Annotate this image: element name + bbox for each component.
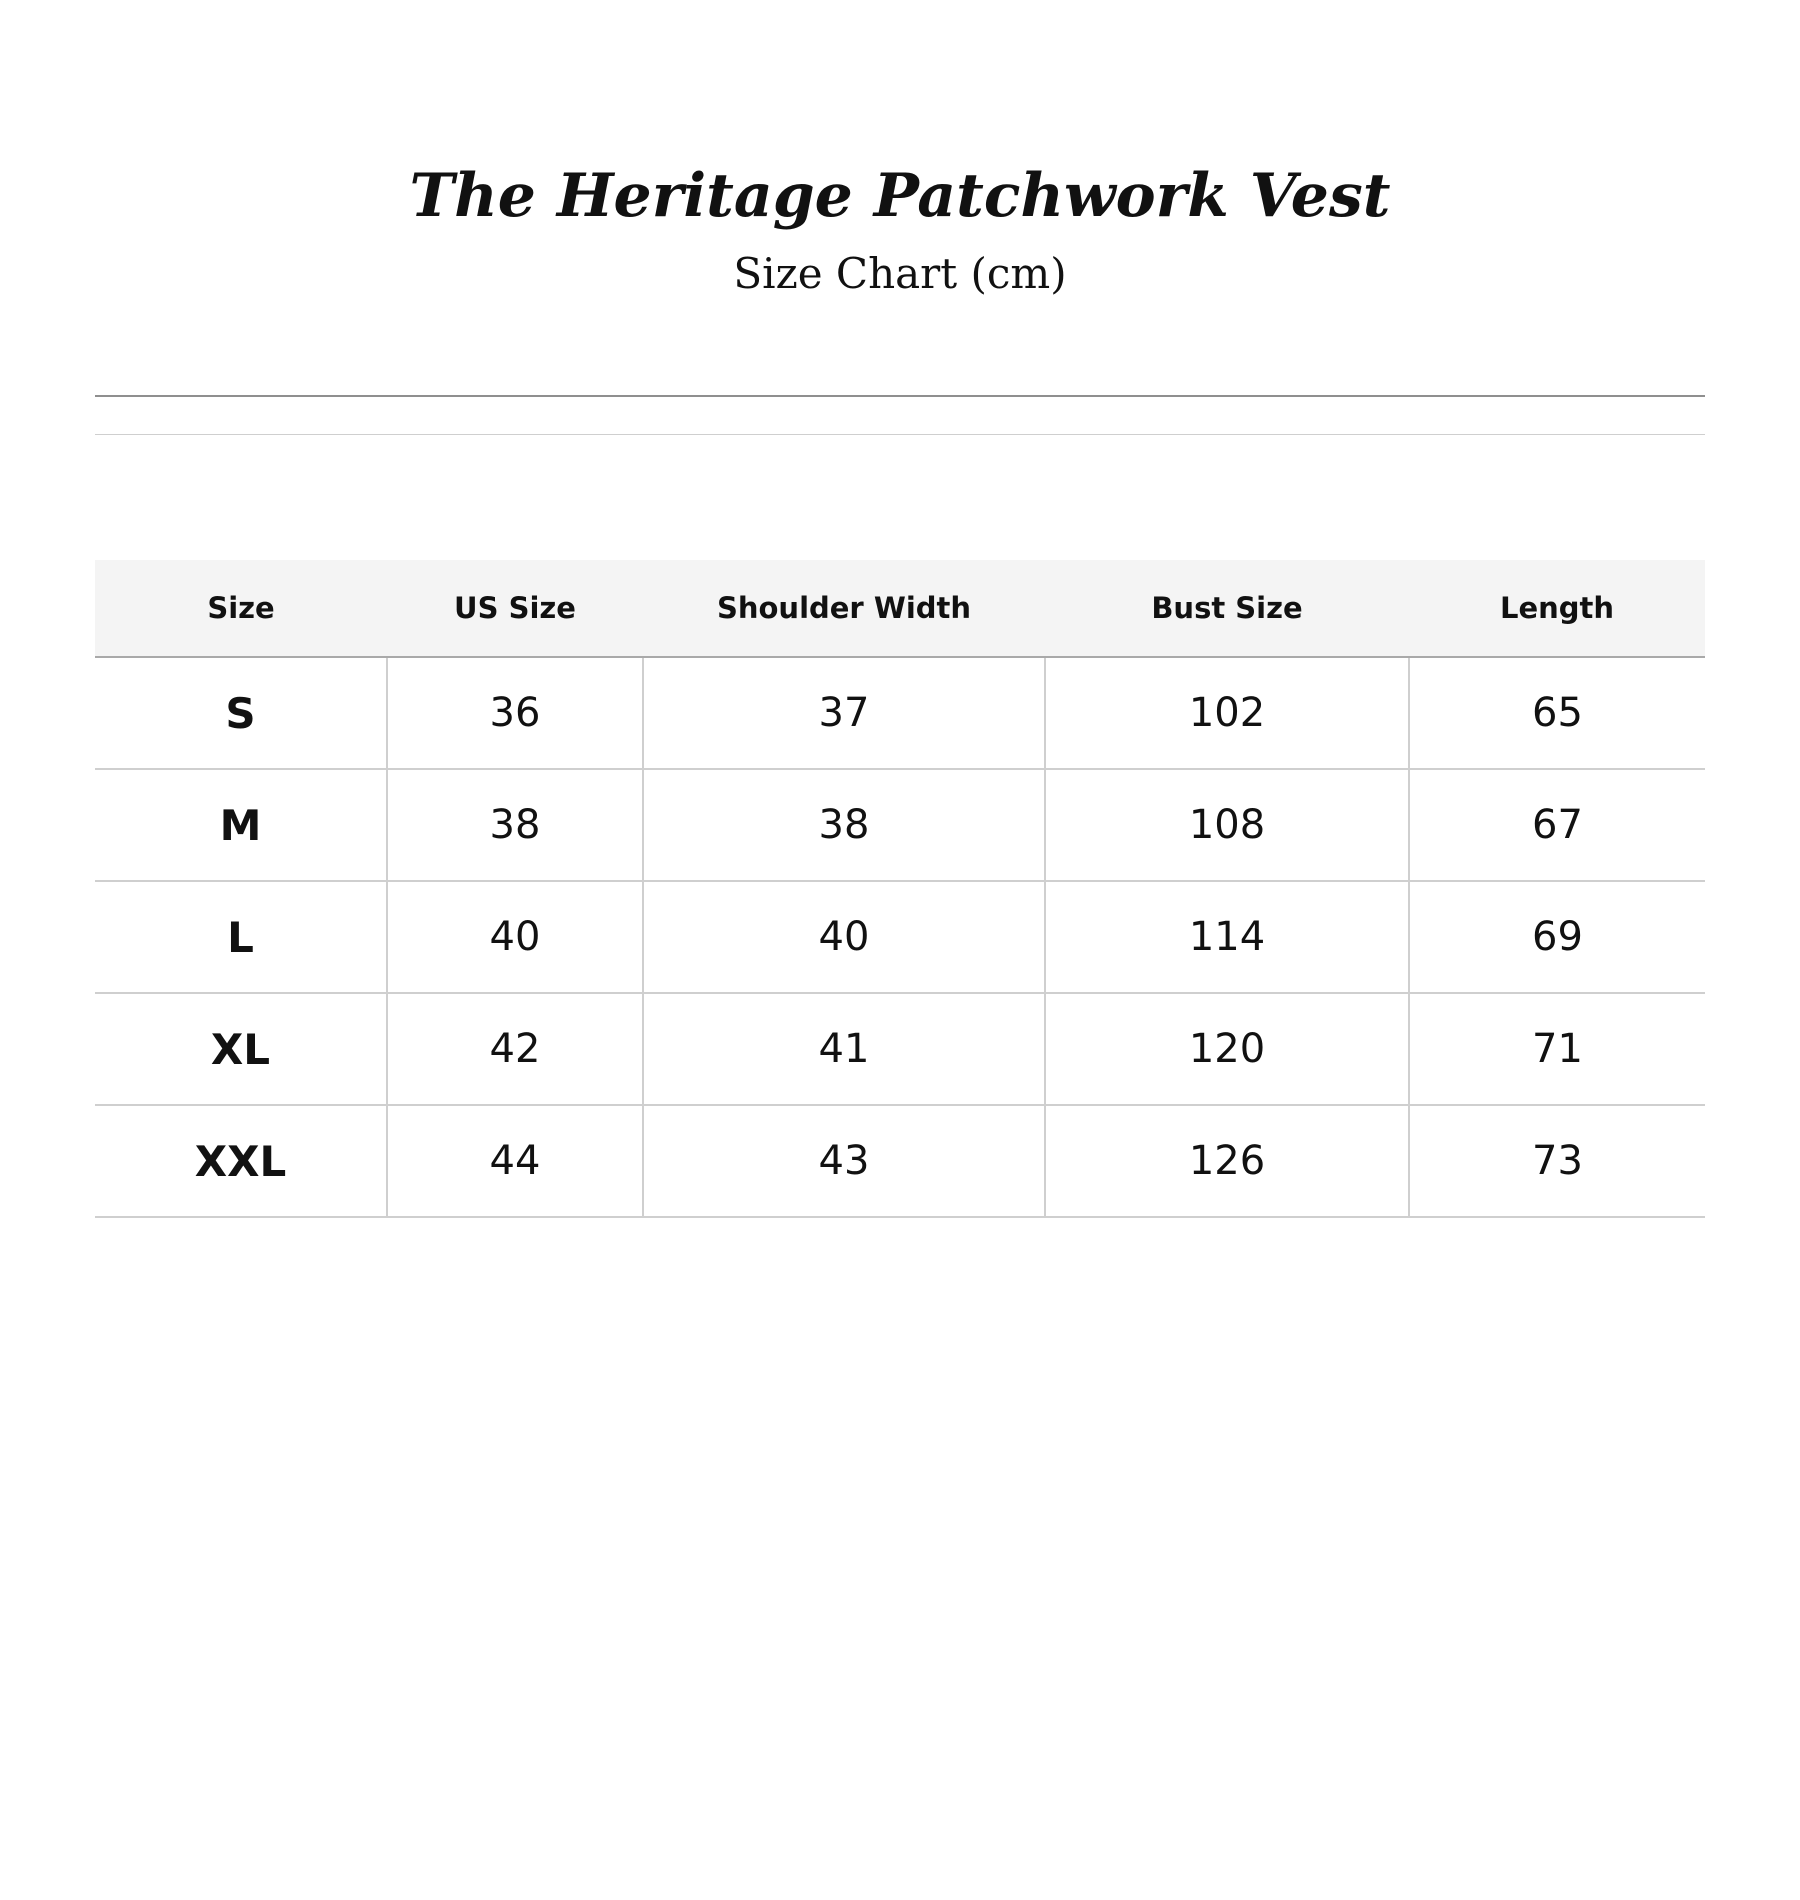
us-size-cell: 38 [387, 769, 643, 881]
table-row [95, 657, 1705, 769]
page-title: The Heritage Patchwork Vest [409, 161, 1391, 231]
page-subtitle: Size Chart (cm) [733, 249, 1067, 298]
bust-size-cell: 120 [1045, 993, 1409, 1105]
size-cell: XXL [95, 1105, 387, 1217]
shoulder-width-cell: 38 [643, 769, 1045, 881]
column-header-size: Size [95, 560, 387, 657]
bust-size-cell: 102 [1045, 657, 1409, 769]
column-header-shoulder-width: Shoulder Width [643, 560, 1045, 657]
size-cell: L [95, 881, 387, 993]
size-cell: S [95, 657, 387, 769]
table-row [95, 881, 1705, 993]
size-cell: M [95, 769, 387, 881]
size-cell: XL [95, 993, 387, 1105]
table-row [95, 993, 1705, 1105]
length-cell: 71 [1409, 993, 1705, 1105]
length-cell: 73 [1409, 1105, 1705, 1217]
column-header-us-size: US Size [387, 560, 643, 657]
bust-size-cell: 126 [1045, 1105, 1409, 1217]
length-cell: 69 [1409, 881, 1705, 993]
shoulder-width-cell: 37 [643, 657, 1045, 769]
shoulder-width-cell: 41 [643, 993, 1045, 1105]
shoulder-width-cell: 43 [643, 1105, 1045, 1217]
title-divider-top [95, 395, 1705, 397]
table-header-row [95, 560, 1705, 657]
column-header-length: Length [1409, 560, 1705, 657]
bust-size-cell: 108 [1045, 769, 1409, 881]
us-size-cell: 42 [387, 993, 643, 1105]
table-row [95, 1105, 1705, 1217]
length-cell: 67 [1409, 769, 1705, 881]
bust-size-cell: 114 [1045, 881, 1409, 993]
us-size-cell: 44 [387, 1105, 643, 1217]
title-divider-bottom [95, 434, 1705, 435]
column-header-bust-size: Bust Size [1045, 560, 1409, 657]
shoulder-width-cell: 40 [643, 881, 1045, 993]
table-row [95, 769, 1705, 881]
us-size-cell: 36 [387, 657, 643, 769]
us-size-cell: 40 [387, 881, 643, 993]
size-chart-table [95, 560, 1705, 1218]
length-cell: 65 [1409, 657, 1705, 769]
